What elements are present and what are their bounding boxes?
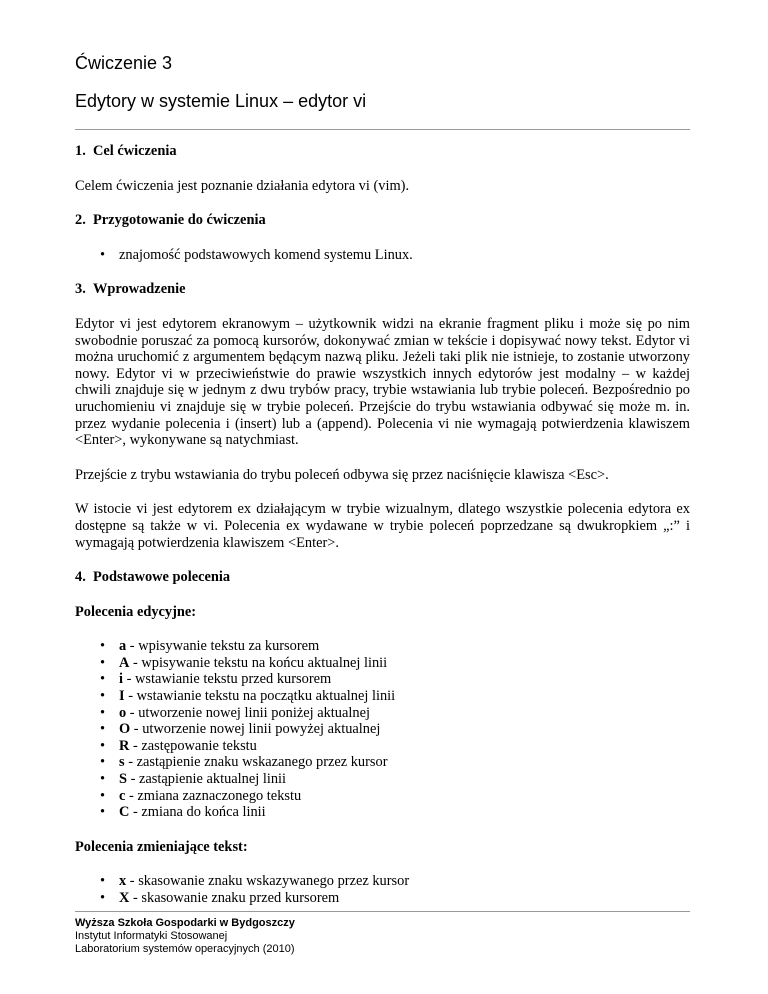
list-item xyxy=(100,721,690,738)
change-commands-list xyxy=(75,873,690,906)
command-key: i xyxy=(119,671,123,688)
preparation-item: znajomość podstawowych komend systemu Linux. xyxy=(119,246,413,263)
exercise-title: Ćwiczenie 3 xyxy=(75,53,173,73)
command-key: c xyxy=(119,787,126,804)
list-item xyxy=(100,638,690,655)
intro-paragraph-1: Edytor vi jest edytorem ekranowym – użytkownik widzi na ekranie fragment pliku i może się po nim swobodnie poruszać za pomocą kursorów, dokonywać zmian w tekście i dopisywać nowy tekst. Edytor vi można uruchomić z argumentem będącym nazwą pliku. Jeżeli taki plik nie istnieje, to zostanie utworzony nowy. Edytor vi w przeciwieństwie do prawie wszystkich innych edytorów jest modalny – w każdej chwili znajduje się w jednym z dwu trybów pracy, trybie wstawiania lub trybie poleceń. Bezpośrednio po uruchomieniu vi znajduje się w trybie poleceń. Przejście do trybu wstawiania odbywać się może m. in. przez wydanie polecenia i (insert) lub a (append). Polecenia vi nie wymagają potwierdzenia klawiszem <Enter>, wykonywane są natychmiast. xyxy=(75,315,690,449)
command-key: s xyxy=(119,754,125,771)
bullet-icon: • xyxy=(100,804,106,821)
edit-commands-heading: Polecenia edycyjne: xyxy=(75,603,197,620)
command-key: O xyxy=(119,721,131,738)
change-commands-heading: Polecenia zmieniające tekst: xyxy=(75,838,248,855)
list-item xyxy=(100,804,690,821)
command-description: - zastąpienie aktualnej linii xyxy=(127,771,287,788)
command-description: - wstawianie tekstu na początku aktualnej linii xyxy=(124,688,396,705)
section-4-heading xyxy=(75,569,690,586)
footer-divider xyxy=(75,911,690,912)
section-4-title: Podstawowe polecenia xyxy=(93,569,231,586)
section-2-heading xyxy=(75,212,690,229)
footer-lab: Laboratorium systemów operacyjnych (2010) xyxy=(75,943,295,955)
list-item xyxy=(100,788,690,805)
list-item xyxy=(100,771,690,788)
bullet-icon: • xyxy=(100,771,106,788)
command-key: A xyxy=(119,654,130,671)
page-footer xyxy=(75,917,690,956)
command-description: - zastąpienie znaku wskazanego przez kursor xyxy=(124,754,388,771)
footer-organization: Wyższa Szkoła Gospodarki w Bydgoszczy xyxy=(75,917,295,929)
preparation-list xyxy=(75,247,690,264)
exercise-subtitle: Edytory w systemie Linux – edytor vi xyxy=(75,91,367,111)
list-item xyxy=(100,754,690,771)
section-1-title: Cel ćwiczenia xyxy=(93,143,177,159)
command-description: - zastępowanie tekstu xyxy=(129,737,257,754)
section-2-title: Przygotowanie do ćwiczenia xyxy=(93,212,266,229)
command-description: - wpisywanie tekstu za kursorem xyxy=(126,638,320,655)
bullet-icon: • xyxy=(100,754,106,771)
command-description: - zmiana do końca linii xyxy=(129,804,266,821)
command-key: I xyxy=(119,688,125,705)
command-key: x xyxy=(119,873,127,890)
bullet-icon: • xyxy=(100,787,106,804)
command-description: - utworzenie nowej linii powyżej aktualnej xyxy=(130,721,381,738)
list-item xyxy=(100,247,690,264)
header-divider xyxy=(75,129,690,130)
command-description: - skasowanie znaku przed kursorem xyxy=(129,890,340,906)
bullet-icon: • xyxy=(100,671,106,688)
bullet-icon: • xyxy=(100,654,106,671)
list-item xyxy=(100,688,690,705)
command-description: - wstawianie tekstu przed kursorem xyxy=(123,671,332,688)
bullet-icon: • xyxy=(100,737,106,754)
list-item xyxy=(100,738,690,755)
bullet-icon: • xyxy=(100,246,106,263)
section-2-number: 2. xyxy=(75,212,86,229)
section-3-number: 3. xyxy=(75,281,86,298)
command-description: - utworzenie nowej linii poniżej aktualnej xyxy=(126,704,370,721)
command-description: - zmiana zaznaczonego tekstu xyxy=(125,787,302,804)
command-key: R xyxy=(119,737,130,754)
list-item xyxy=(100,671,690,688)
command-description: - wpisywanie tekstu na końcu aktualnej linii xyxy=(129,654,388,671)
page-header xyxy=(75,52,690,112)
list-item xyxy=(100,705,690,722)
bullet-icon: • xyxy=(100,890,106,906)
command-key: a xyxy=(119,638,127,655)
command-key: o xyxy=(119,704,127,721)
section-4-number: 4. xyxy=(75,569,86,586)
bullet-icon: • xyxy=(100,704,106,721)
command-key: S xyxy=(119,771,128,788)
document-body xyxy=(75,143,690,907)
footer-institute: Instytut Informatyki Stosowanej xyxy=(75,930,228,942)
bullet-icon: • xyxy=(100,688,106,705)
list-item xyxy=(100,655,690,672)
section-1-heading xyxy=(75,143,690,160)
command-key: X xyxy=(119,890,130,906)
intro-paragraph-2: Przejście z trybu wstawiania do trybu poleceń odbywa się przez naciśnięcie klawisza <Esc>. xyxy=(75,466,609,483)
command-key: C xyxy=(119,804,130,821)
bullet-icon: • xyxy=(100,638,106,655)
section-1-number: 1. xyxy=(75,143,86,159)
section-1-text: Celem ćwiczenia jest poznanie działania edytora vi (vim). xyxy=(75,177,410,194)
bullet-icon: • xyxy=(100,873,106,890)
section-3-heading xyxy=(75,281,690,298)
edit-commands-list xyxy=(75,638,690,821)
bullet-icon: • xyxy=(100,721,106,738)
intro-paragraph-3: W istocie vi jest edytorem ex działającym w trybie wizualnym, dlatego wszystkie polecenia edytora ex dostępne są także w vi. Polecenia ex wydawane w trybie poleceń poprzedzane są dwukropkiem „:” i wymagają potwierdzenia klawiszem <Enter>. xyxy=(75,501,690,551)
list-item xyxy=(100,873,690,890)
section-3-title: Wprowadzenie xyxy=(93,281,186,298)
list-item xyxy=(100,890,690,907)
command-description: - skasowanie znaku wskazywanego przez kursor xyxy=(126,873,410,890)
